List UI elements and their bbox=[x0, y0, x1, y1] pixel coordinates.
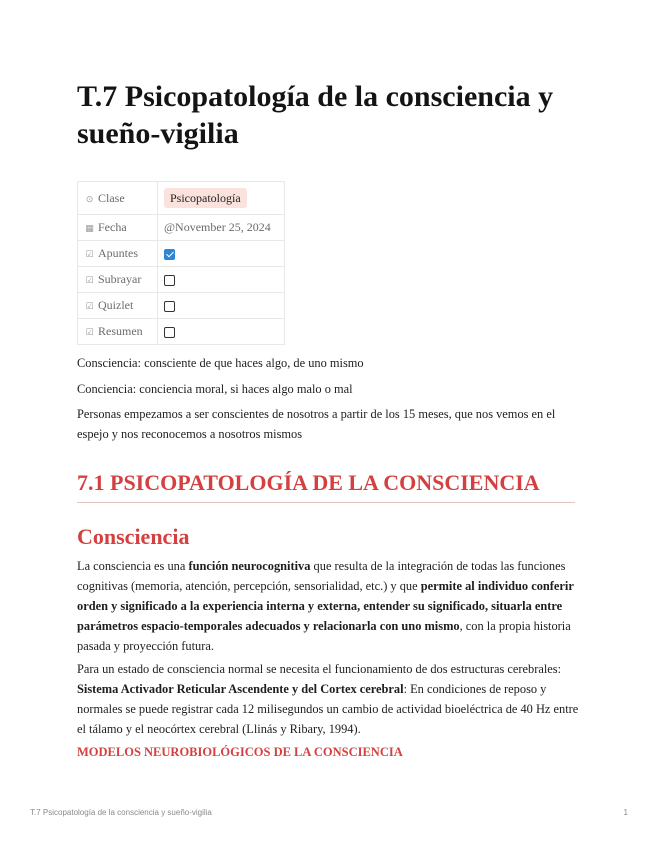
property-key[interactable] bbox=[78, 319, 158, 345]
unchecked-checkbox[interactable] bbox=[164, 301, 175, 312]
footer-title: T.7 Psicopatología de la consciencia y sueño-vigilia bbox=[30, 808, 212, 817]
section-heading: 7.1 PSICOPATOLOGÍA DE LA CONSCIENCIA bbox=[77, 468, 575, 503]
property-key[interactable] bbox=[78, 293, 158, 319]
bold-text-run: función neurocognitiva bbox=[188, 559, 311, 573]
text-run: Para un estado de consciencia normal se necesita el funcionamiento de dos estructuras cerebrales: bbox=[77, 662, 562, 676]
checkbox-property-icon: ☑ bbox=[85, 276, 94, 286]
property-row bbox=[78, 182, 285, 215]
date-value: @November 25, 2024 bbox=[164, 220, 271, 234]
property-row bbox=[78, 241, 285, 267]
checked-checkbox[interactable] bbox=[164, 249, 175, 260]
brain-structures-paragraph bbox=[77, 659, 580, 739]
calendar-icon: ▦ bbox=[85, 224, 94, 234]
subsection-heading: Consciencia bbox=[77, 524, 190, 549]
property-row bbox=[78, 319, 285, 345]
property-value[interactable] bbox=[158, 182, 285, 215]
unchecked-checkbox[interactable] bbox=[164, 275, 175, 286]
select-icon: ⊙ bbox=[85, 194, 94, 205]
models-heading: MODELOS NEUROBIOLÓGICOS DE LA CONSCIENCIA bbox=[77, 745, 403, 759]
checkbox-property-icon: ☑ bbox=[85, 328, 94, 338]
property-row bbox=[78, 293, 285, 319]
unchecked-checkbox[interactable] bbox=[164, 327, 175, 338]
checkbox-property-icon: ☑ bbox=[85, 250, 94, 260]
property-label: Fecha bbox=[98, 220, 127, 234]
property-value[interactable] bbox=[158, 215, 285, 241]
text-run: que resulta de la integración de todas las funciones cognitivas (memoria, atención, percepción, sensorialidad, etc.) y que bbox=[77, 559, 566, 593]
property-key[interactable] bbox=[78, 241, 158, 267]
page-title: T.7 Psicopatología de la consciencia y sueño-vigilia bbox=[77, 80, 554, 150]
checkbox-property-icon: ☑ bbox=[85, 302, 94, 312]
property-value[interactable] bbox=[158, 241, 285, 267]
properties-table bbox=[77, 181, 285, 345]
property-label: Apuntes bbox=[98, 246, 138, 260]
text-run: La consciencia es una bbox=[77, 559, 189, 573]
property-label: Subrayar bbox=[98, 272, 142, 286]
page-footer bbox=[30, 808, 630, 817]
property-label: Clase bbox=[98, 190, 125, 205]
bold-text-run: permite al individuo conferir orden y significado a la experiencia interna y externa, entender su significado, situarla entre parámetros espacio-temporales adecuados y relacionarla con uno mismo bbox=[77, 579, 574, 633]
property-value[interactable] bbox=[158, 319, 285, 345]
class-tag[interactable]: Psicopatología bbox=[164, 188, 247, 208]
property-value[interactable] bbox=[158, 267, 285, 293]
bold-text-run: Sistema Activador Reticular Ascendente y del Cortex cerebral bbox=[77, 682, 404, 696]
property-value[interactable] bbox=[158, 293, 285, 319]
property-key[interactable] bbox=[78, 215, 158, 241]
page-number: 1 bbox=[623, 808, 628, 817]
intro-paragraph-espejo: Personas empezamos a ser conscientes de nosotros a partir de los 15 meses, que nos vemos en el espejo y nos reconocemos a nosotros mismos bbox=[77, 407, 556, 441]
text-run: : En condiciones de reposo y normales se puede registrar cada 12 milisegundos un cambio de actividad bioeléctrica de 40 Hz entre el tálamo y el neocórtex cerebral (Llinás y Ribary, 1994). bbox=[77, 682, 579, 736]
consciencia-definition-paragraph bbox=[77, 556, 580, 656]
property-row bbox=[78, 267, 285, 293]
property-label: Resumen bbox=[98, 324, 143, 338]
property-key[interactable] bbox=[78, 182, 158, 215]
intro-line-consciencia: Consciencia: consciente de que haces algo, de uno mismo bbox=[77, 356, 364, 370]
property-key[interactable] bbox=[78, 267, 158, 293]
intro-line-conciencia: Conciencia: conciencia moral, si haces algo malo o mal bbox=[77, 382, 353, 396]
property-label: Quizlet bbox=[98, 298, 134, 312]
property-row bbox=[78, 215, 285, 241]
text-run: , con la propia historia pasada y proyección futura. bbox=[77, 619, 571, 653]
